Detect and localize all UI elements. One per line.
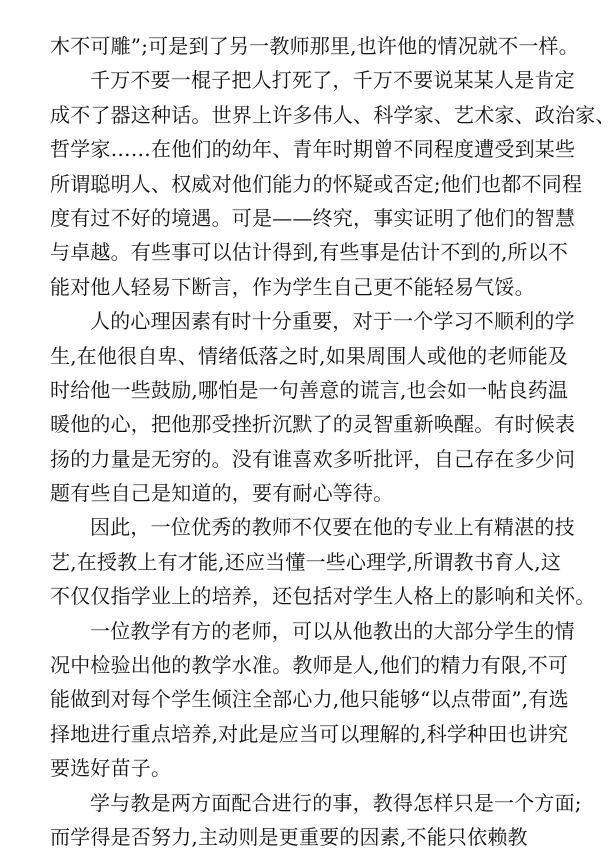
text-line: 扬的力量是无穷的。没有谁喜欢多听批评，自己存在多少问 <box>50 446 576 471</box>
text-line: 哲学家……在他们的幼年、青年时期曾不同程度遭受到某些 <box>50 137 576 162</box>
text-line: 能对他人轻易下断言，作为学生自己更不能轻易气馁。 <box>50 274 535 299</box>
text-line: 暖他的心，把他那受挫折沉默了的灵智重新唤醒。有时候表 <box>50 412 576 437</box>
text-line: 生,在他很自卑、情绪低落之时,如果周围人或他的老师能及 <box>50 343 569 368</box>
paragraph-start-line: 学与教是两方面配合进行的事，教得怎样只是一个方面; <box>90 790 582 815</box>
text-line: 要选好苗子。 <box>50 756 172 781</box>
paragraph-start-line: 一位教学有方的老师，可以从他教出的大部分学生的情 <box>90 618 575 643</box>
text-line: 所谓聪明人、权威对他们能力的怀疑或否定;他们也都不同程 <box>50 171 583 196</box>
text-line: 木不可雕”;可是到了另一教师那里,也许他的情况就不一样。 <box>50 34 579 58</box>
text-line: 艺,在授教上有才能,还应当懂一些心理学,所谓教书育人,这 <box>50 549 562 574</box>
paragraph-start-line: 千万不要一棍子把人打死了，千万不要说某某人是肯定 <box>90 68 575 93</box>
text-line: 度有过不好的境遇。可是——终究，事实证明了他们的智慧 <box>50 205 576 230</box>
paragraph-start-line: 因此，一位优秀的教师不仅要在他的专业上有精湛的技 <box>90 515 575 540</box>
body-text <box>50 29 616 854</box>
text-line: 能做到对每个学生倾注全部心力,他只能够“以点带面”,有选 <box>50 687 569 712</box>
text-line: 成不了器这种话。世界上许多伟人、科学家、艺术家、政治家、 <box>50 102 616 127</box>
text-line: 况中检验出他的教学水准。教师是人,他们的精力有限,不可 <box>50 653 569 678</box>
text-line: 而学得是否努力,主动则是更重要的因素,不能只依赖教 <box>50 824 528 849</box>
text-line: 题有些自己是知道的，要有耐心等待。 <box>50 481 394 506</box>
paragraph-start-line: 人的心理因素有时十分重要，对于一个学习不顺利的学 <box>90 309 575 334</box>
text-line: 择地进行重点培养,对此是应当可以理解的,科学种田也讲究 <box>50 721 569 746</box>
text-line: 时给他一些鼓励,哪怕是一句善意的谎言,也会如一帖良药温 <box>50 377 569 402</box>
text-line: 与卓越。有些事可以估计得到,有些事是估计不到的,所以不 <box>50 240 569 265</box>
text-line: 不仅仅指学业上的培养，还包括对学生人格上的影响和关怀。 <box>50 584 596 609</box>
